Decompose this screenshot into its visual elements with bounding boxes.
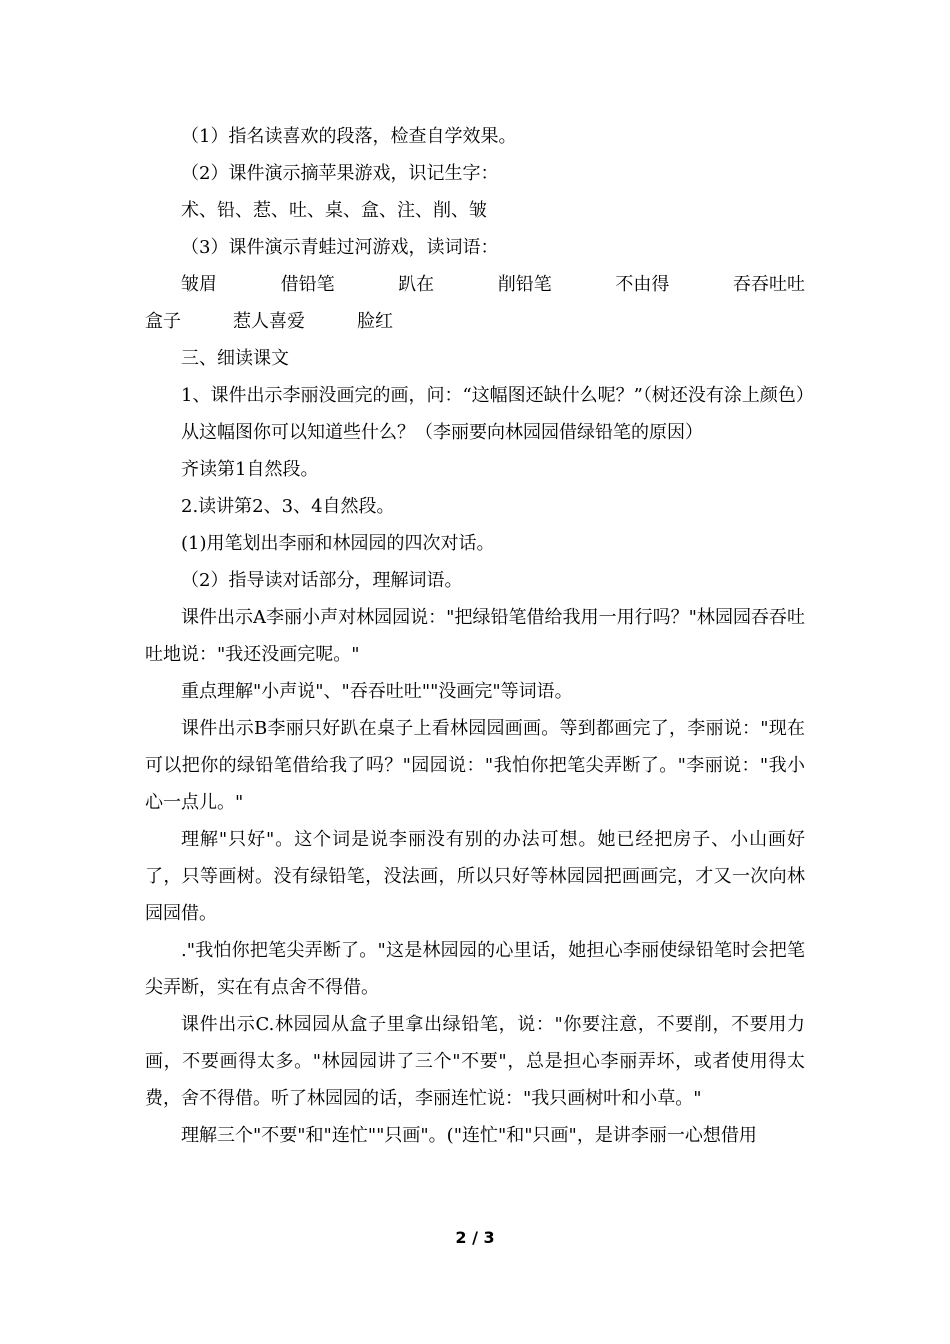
paragraph: 理解三个"不要"和"连忙""只画"。("连忙"和"只画"，是讲李丽一心想借用 — [181, 1125, 757, 1146]
paragraph: (1)用笔划出李丽和林园园的四次对话。 — [181, 533, 495, 554]
word: 脸红 — [357, 311, 393, 332]
paragraph: （3）课件演示青蛙过河游戏，读词语： — [181, 237, 499, 258]
paragraph: 1、课件出示李丽没画完的画，问：“这幅图还缺什么呢？”（树还没有涂上颜色） — [181, 385, 814, 406]
word: 盒子 — [145, 311, 181, 332]
paragraph: 2.读讲第2、3、4自然段。 — [181, 496, 395, 517]
word-list-row — [145, 303, 805, 340]
word-list-row — [145, 266, 805, 303]
page-number: 2 / 3 — [455, 1228, 495, 1247]
paragraph: 重点理解"小声说"、"吞吞吐吐""没画完"等词语。 — [181, 681, 573, 702]
word: 吞吞吐吐 — [732, 274, 805, 295]
word: 不由得 — [615, 274, 670, 295]
paragraph: （1）指名读喜欢的段落，检查自学效果。 — [181, 126, 517, 147]
paragraph: （2）指导读对话部分，理解词语。 — [181, 570, 463, 591]
word: 趴在 — [398, 274, 435, 295]
paragraph: 课件出示A李丽小声对林园园说："把绿铅笔借给我用一用行吗？"林园园吞吞吐吐地说："我还没画完呢。" — [145, 607, 805, 665]
character-list: 术、铅、惹、吐、桌、盒、注、削、皱 — [181, 200, 487, 221]
paragraph: （2）课件演示摘苹果游戏，识记生字： — [181, 163, 499, 184]
word: 皱眉 — [181, 274, 217, 295]
word: 削铅笔 — [497, 274, 552, 295]
section-heading: 三、细读课文 — [181, 348, 289, 369]
paragraph: ."我怕你把笔尖弄断了。"这是林园园的心里话，她担心李丽使绿铅笔时会把笔尖弄断，实在有点舍不得借。 — [145, 940, 805, 998]
word: 惹人喜爱 — [233, 311, 305, 332]
paragraph: 齐读第1自然段。 — [181, 459, 319, 480]
paragraph: 理解"只好"。这个词是说李丽没有别的办法可想。她已经把房子、小山画好了，只等画树。没有绿铅笔，没法画，所以只好等林园园把画画完，才又一次向林园园借。 — [145, 829, 805, 924]
paragraph: 课件出示C.林园园从盒子里拿出绿铅笔，说："你要注意，不要削，不要用力画，不要画得太多。"林园园讲了三个"不要"，总是担心李丽弄坏，或者使用得太费，舍不得借。听了林园园的话，李丽连忙说："我只画树叶和小草。" — [145, 1014, 805, 1109]
page-content — [145, 118, 814, 1154]
paragraph: 课件出示B李丽只好趴在桌子上看林园园画画。等到都画完了，李丽说："现在可以把你的绿铅笔借给我了吗？"园园说："我怕你把笔尖弄断了。"李丽说："我小心一点儿。" — [145, 718, 805, 813]
word: 借铅笔 — [280, 274, 335, 295]
paragraph: 从这幅图你可以知道些什么？（李丽要向林园园借绿铅笔的原因） — [181, 422, 703, 443]
